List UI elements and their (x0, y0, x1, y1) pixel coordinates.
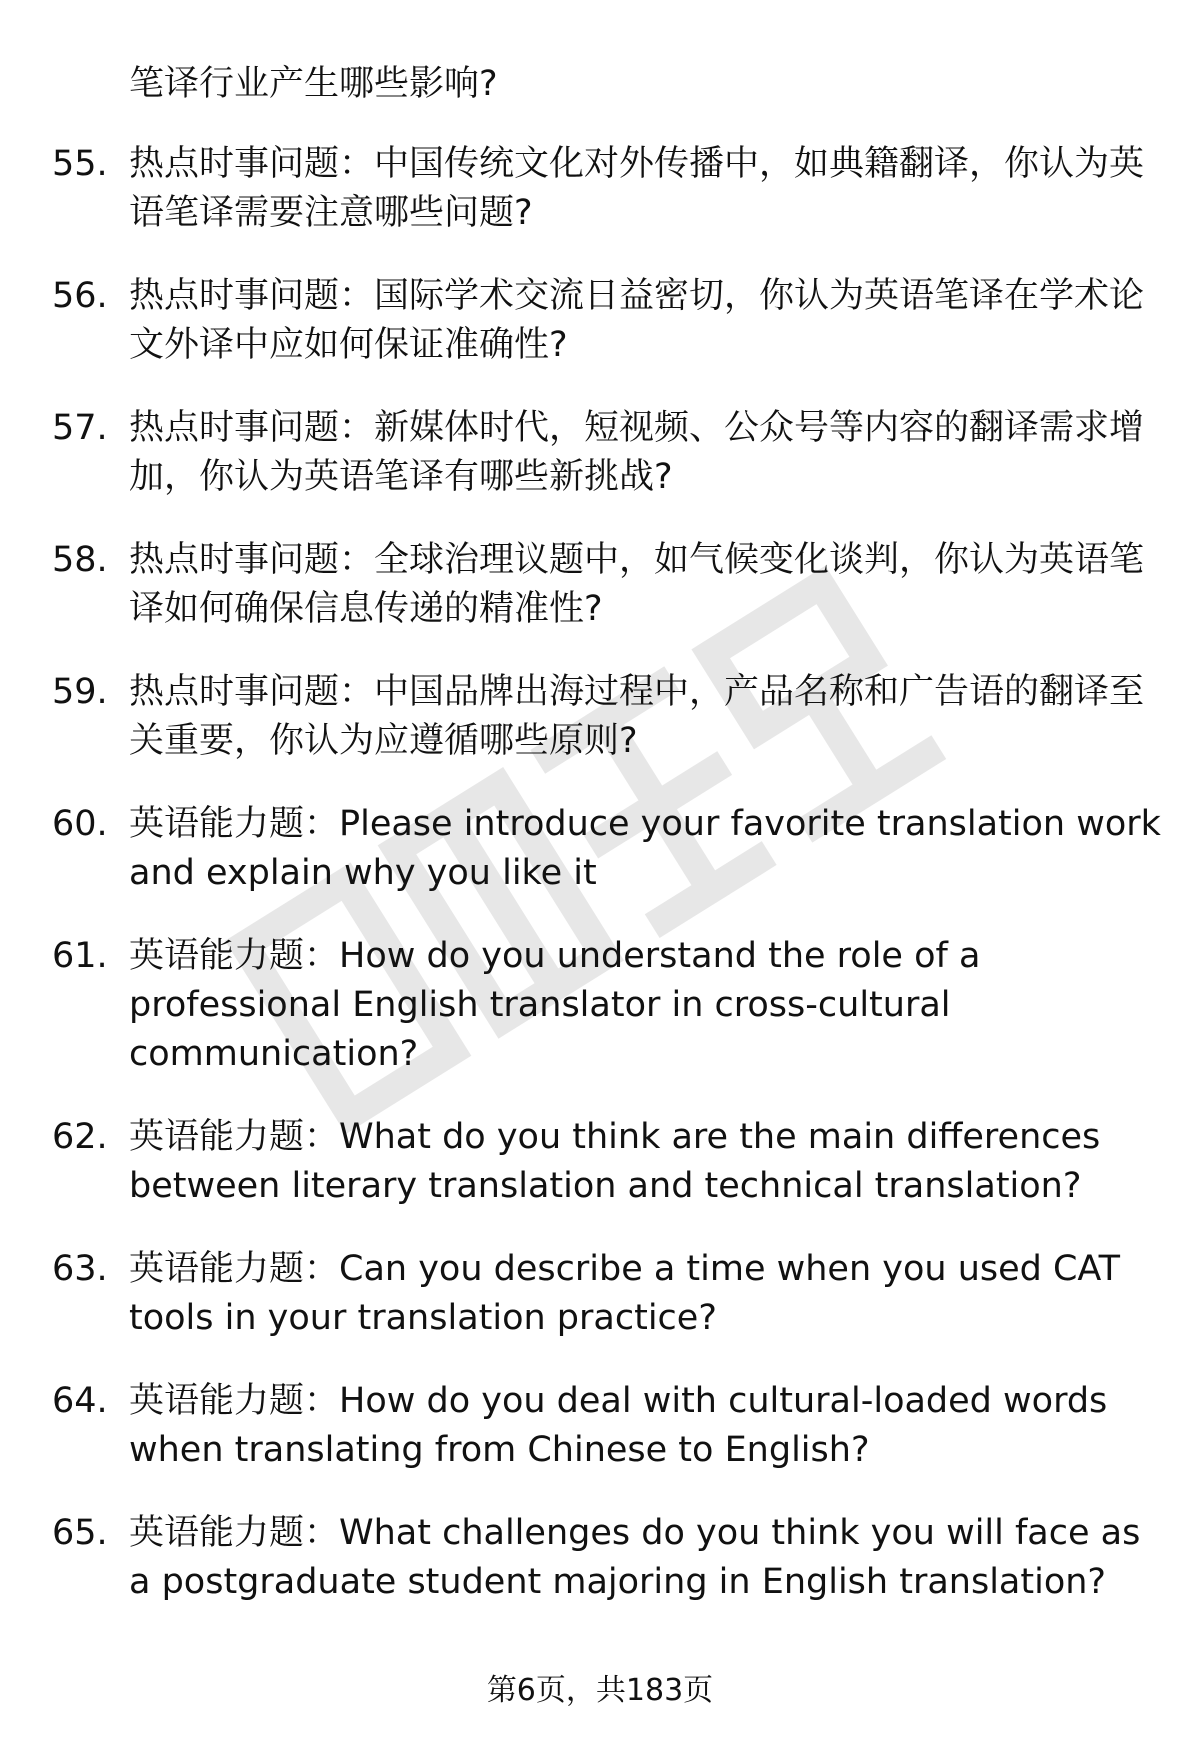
question-text: 英语能力题：What do you think are the main differences between literary translation and technical translation? (129, 1117, 1101, 1206)
list-item (0, 404, 1200, 502)
question-number: 55. (52, 144, 108, 184)
question-text: 英语能力题：Can you describe a time when you used CAT tools in your translation practice? (129, 1249, 1121, 1338)
question-number: 65. (52, 1513, 108, 1553)
continuation-text: 笔译行业产生哪些影响? (129, 64, 498, 104)
list-item (0, 272, 1200, 370)
list-item (0, 1509, 1200, 1607)
list-item (0, 932, 1200, 1079)
list-item (0, 1245, 1200, 1343)
question-text: 英语能力题：What challenges do you think you will face as a postgraduate student majoring in English translation? (129, 1513, 1141, 1602)
list-item (0, 1113, 1200, 1211)
page-footer: 第6页，共183页 (486, 1673, 714, 1708)
question-list (0, 140, 1200, 1641)
question-text: 热点时事问题：新媒体时代，短视频、公众号等内容的翻译需求增加，你认为英语笔译有哪些新挑战? (129, 408, 1145, 497)
list-item (0, 800, 1200, 898)
question-number: 61. (52, 936, 108, 976)
question-text: 热点时事问题：中国传统文化对外传播中，如典籍翻译，你认为英语笔译需要注意哪些问题? (129, 144, 1145, 233)
question-number: 64. (52, 1381, 108, 1421)
list-item (0, 140, 1200, 238)
question-text: 英语能力题：How do you deal with cultural-loaded words when translating from Chinese to English? (129, 1381, 1108, 1470)
question-text: 热点时事问题：中国品牌出海过程中，产品名称和广告语的翻译至关重要，你认为应遵循哪些原则? (129, 672, 1145, 761)
question-text: 英语能力题：How do you understand the role of a professional English translator in cross-cultural communication? (129, 936, 981, 1074)
list-item (0, 536, 1200, 634)
list-item (0, 1377, 1200, 1475)
question-number: 58. (52, 540, 108, 580)
question-text: 热点时事问题：国际学术交流日益密切，你认为英语笔译在学术论文外译中应如何保证准确性? (129, 276, 1145, 365)
question-number: 60. (52, 804, 108, 844)
question-number: 59. (52, 672, 108, 712)
question-number: 56. (52, 276, 108, 316)
question-text: 热点时事问题：全球治理议题中，如气候变化谈判，你认为英语笔译如何确保信息传递的精准性? (129, 540, 1145, 629)
question-number: 62. (52, 1117, 108, 1157)
question-text: 英语能力题：Please introduce your favorite translation work and explain why you like it (129, 804, 1161, 893)
question-number: 63. (52, 1249, 108, 1289)
question-number: 57. (52, 408, 108, 448)
list-item (0, 668, 1200, 766)
